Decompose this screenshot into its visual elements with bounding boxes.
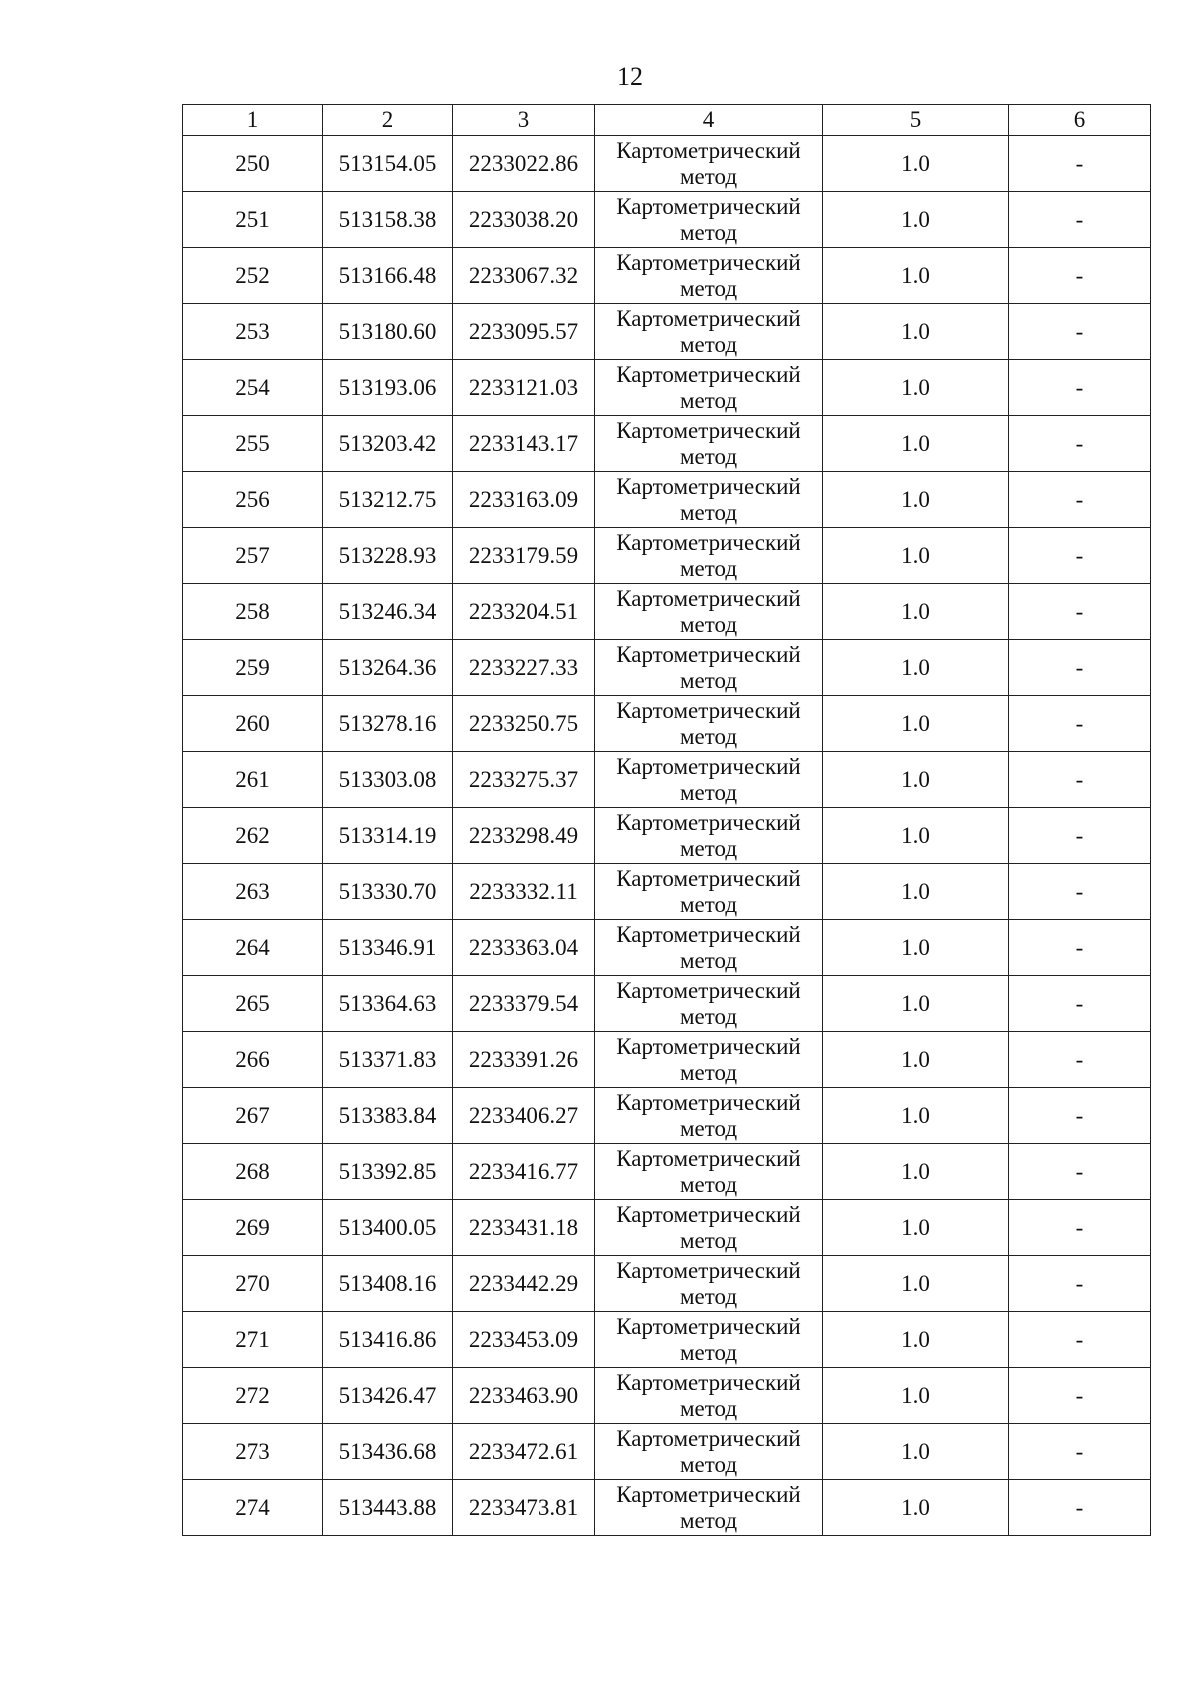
method-line-2: метод xyxy=(679,891,738,917)
method-cell xyxy=(595,528,823,584)
table-row xyxy=(183,192,1151,248)
point-number-cell: 267 xyxy=(183,1088,323,1144)
column-header: 1 xyxy=(183,105,323,136)
method-cell xyxy=(595,864,823,920)
table-row xyxy=(183,136,1151,192)
method-line-2: метод xyxy=(679,1227,738,1253)
table-row xyxy=(183,584,1151,640)
method-line-2: метод xyxy=(679,1283,738,1309)
x-coordinate-cell: 513416.86 xyxy=(323,1312,453,1368)
accuracy-cell: 1.0 xyxy=(823,752,1009,808)
method-line-2: метод xyxy=(679,1339,738,1365)
point-number-cell: 261 xyxy=(183,752,323,808)
y-coordinate-cell: 2233038.20 xyxy=(453,192,595,248)
method-cell xyxy=(595,1088,823,1144)
point-number-cell: 264 xyxy=(183,920,323,976)
point-number-cell: 272 xyxy=(183,1368,323,1424)
accuracy-cell: 1.0 xyxy=(823,304,1009,360)
table-row xyxy=(183,1256,1151,1312)
x-coordinate-cell: 513346.91 xyxy=(323,920,453,976)
method-line-1: Картометрический xyxy=(616,753,801,779)
method-line-2: метод xyxy=(679,611,738,637)
point-number-cell: 268 xyxy=(183,1144,323,1200)
x-coordinate-cell: 513400.05 xyxy=(323,1200,453,1256)
accuracy-cell: 1.0 xyxy=(823,1200,1009,1256)
table-row xyxy=(183,472,1151,528)
accuracy-cell: 1.0 xyxy=(823,528,1009,584)
method-line-1: Картометрический xyxy=(616,193,801,219)
method-cell xyxy=(595,696,823,752)
column-header: 5 xyxy=(823,105,1009,136)
note-cell: - xyxy=(1009,976,1151,1032)
y-coordinate-cell: 2233416.77 xyxy=(453,1144,595,1200)
accuracy-cell: 1.0 xyxy=(823,1256,1009,1312)
y-coordinate-cell: 2233067.32 xyxy=(453,248,595,304)
accuracy-cell: 1.0 xyxy=(823,1144,1009,1200)
accuracy-cell: 1.0 xyxy=(823,1368,1009,1424)
note-cell: - xyxy=(1009,1032,1151,1088)
method-cell xyxy=(595,1200,823,1256)
table-row xyxy=(183,416,1151,472)
method-line-1: Картометрический xyxy=(616,529,801,555)
note-cell: - xyxy=(1009,1144,1151,1200)
x-coordinate-cell: 513180.60 xyxy=(323,304,453,360)
method-line-2: метод xyxy=(679,667,738,693)
method-line-1: Картометрический xyxy=(616,473,801,499)
x-coordinate-cell: 513371.83 xyxy=(323,1032,453,1088)
point-number-cell: 257 xyxy=(183,528,323,584)
note-cell: - xyxy=(1009,808,1151,864)
method-line-1: Картометрический xyxy=(616,809,801,835)
table-row xyxy=(183,920,1151,976)
method-cell xyxy=(595,920,823,976)
table-row xyxy=(183,640,1151,696)
method-line-1: Картометрический xyxy=(616,1033,801,1059)
column-header: 2 xyxy=(323,105,453,136)
accuracy-cell: 1.0 xyxy=(823,584,1009,640)
column-header: 4 xyxy=(595,105,823,136)
method-cell xyxy=(595,752,823,808)
point-number-cell: 265 xyxy=(183,976,323,1032)
method-line-2: метод xyxy=(679,1059,738,1085)
y-coordinate-cell: 2233453.09 xyxy=(453,1312,595,1368)
accuracy-cell: 1.0 xyxy=(823,416,1009,472)
x-coordinate-cell: 513443.88 xyxy=(323,1480,453,1536)
method-cell xyxy=(595,808,823,864)
method-cell xyxy=(595,1368,823,1424)
y-coordinate-cell: 2233332.11 xyxy=(453,864,595,920)
note-cell: - xyxy=(1009,1256,1151,1312)
method-cell xyxy=(595,1032,823,1088)
y-coordinate-cell: 2233227.33 xyxy=(453,640,595,696)
method-cell xyxy=(595,416,823,472)
method-line-1: Картометрический xyxy=(616,249,801,275)
method-line-1: Картометрический xyxy=(616,585,801,611)
point-number-cell: 274 xyxy=(183,1480,323,1536)
note-cell: - xyxy=(1009,1368,1151,1424)
method-line-2: метод xyxy=(679,1171,738,1197)
note-cell: - xyxy=(1009,696,1151,752)
x-coordinate-cell: 513426.47 xyxy=(323,1368,453,1424)
point-number-cell: 252 xyxy=(183,248,323,304)
accuracy-cell: 1.0 xyxy=(823,1312,1009,1368)
method-line-1: Картометрический xyxy=(616,921,801,947)
accuracy-cell: 1.0 xyxy=(823,1424,1009,1480)
table-row xyxy=(183,248,1151,304)
note-cell: - xyxy=(1009,528,1151,584)
method-line-1: Картометрический xyxy=(616,417,801,443)
method-cell xyxy=(595,584,823,640)
note-cell: - xyxy=(1009,640,1151,696)
note-cell: - xyxy=(1009,864,1151,920)
method-line-1: Картометрический xyxy=(616,1145,801,1171)
y-coordinate-cell: 2233250.75 xyxy=(453,696,595,752)
y-coordinate-cell: 2233472.61 xyxy=(453,1424,595,1480)
x-coordinate-cell: 513203.42 xyxy=(323,416,453,472)
point-number-cell: 273 xyxy=(183,1424,323,1480)
method-line-1: Картометрический xyxy=(616,1369,801,1395)
method-line-2: метод xyxy=(679,1115,738,1141)
x-coordinate-cell: 513278.16 xyxy=(323,696,453,752)
accuracy-cell: 1.0 xyxy=(823,808,1009,864)
accuracy-cell: 1.0 xyxy=(823,192,1009,248)
note-cell: - xyxy=(1009,416,1151,472)
column-header: 3 xyxy=(453,105,595,136)
point-number-cell: 258 xyxy=(183,584,323,640)
method-line-2: метод xyxy=(679,723,738,749)
note-cell: - xyxy=(1009,472,1151,528)
y-coordinate-cell: 2233463.90 xyxy=(453,1368,595,1424)
y-coordinate-cell: 2233442.29 xyxy=(453,1256,595,1312)
table-row xyxy=(183,1368,1151,1424)
accuracy-cell: 1.0 xyxy=(823,1032,1009,1088)
method-line-1: Картометрический xyxy=(616,697,801,723)
note-cell: - xyxy=(1009,584,1151,640)
method-line-2: метод xyxy=(679,499,738,525)
table-row xyxy=(183,808,1151,864)
note-cell: - xyxy=(1009,752,1151,808)
method-line-2: метод xyxy=(679,835,738,861)
y-coordinate-cell: 2233379.54 xyxy=(453,976,595,1032)
accuracy-cell: 1.0 xyxy=(823,248,1009,304)
point-number-cell: 260 xyxy=(183,696,323,752)
accuracy-cell: 1.0 xyxy=(823,472,1009,528)
method-line-2: метод xyxy=(679,219,738,245)
x-coordinate-cell: 513264.36 xyxy=(323,640,453,696)
note-cell: - xyxy=(1009,920,1151,976)
y-coordinate-cell: 2233363.04 xyxy=(453,920,595,976)
table-row xyxy=(183,360,1151,416)
point-number-cell: 270 xyxy=(183,1256,323,1312)
method-cell xyxy=(595,1144,823,1200)
method-cell xyxy=(595,248,823,304)
note-cell: - xyxy=(1009,360,1151,416)
method-line-1: Картометрический xyxy=(616,137,801,163)
method-cell xyxy=(595,1424,823,1480)
table-row xyxy=(183,864,1151,920)
table-row xyxy=(183,528,1151,584)
accuracy-cell: 1.0 xyxy=(823,1480,1009,1536)
point-number-cell: 266 xyxy=(183,1032,323,1088)
method-line-1: Картометрический xyxy=(616,305,801,331)
accuracy-cell: 1.0 xyxy=(823,136,1009,192)
table-row xyxy=(183,1424,1151,1480)
point-number-cell: 251 xyxy=(183,192,323,248)
note-cell: - xyxy=(1009,192,1151,248)
method-line-1: Картометрический xyxy=(616,1313,801,1339)
method-cell xyxy=(595,360,823,416)
table-row xyxy=(183,976,1151,1032)
x-coordinate-cell: 513154.05 xyxy=(323,136,453,192)
method-cell xyxy=(595,192,823,248)
method-line-1: Картометрический xyxy=(616,1089,801,1115)
method-line-1: Картометрический xyxy=(616,1201,801,1227)
accuracy-cell: 1.0 xyxy=(823,864,1009,920)
method-line-2: метод xyxy=(679,1451,738,1477)
y-coordinate-cell: 2233095.57 xyxy=(453,304,595,360)
coordinates-table xyxy=(182,104,1151,1536)
point-number-cell: 269 xyxy=(183,1200,323,1256)
point-number-cell: 256 xyxy=(183,472,323,528)
method-line-1: Картометрический xyxy=(616,977,801,1003)
method-line-2: метод xyxy=(679,387,738,413)
x-coordinate-cell: 513408.16 xyxy=(323,1256,453,1312)
x-coordinate-cell: 513330.70 xyxy=(323,864,453,920)
point-number-cell: 259 xyxy=(183,640,323,696)
method-line-2: метод xyxy=(679,1395,738,1421)
method-line-1: Картометрический xyxy=(616,1257,801,1283)
y-coordinate-cell: 2233275.37 xyxy=(453,752,595,808)
x-coordinate-cell: 513383.84 xyxy=(323,1088,453,1144)
table-row xyxy=(183,1480,1151,1536)
accuracy-cell: 1.0 xyxy=(823,976,1009,1032)
column-header: 6 xyxy=(1009,105,1151,136)
method-cell xyxy=(595,640,823,696)
table-row xyxy=(183,752,1151,808)
y-coordinate-cell: 2233391.26 xyxy=(453,1032,595,1088)
x-coordinate-cell: 513228.93 xyxy=(323,528,453,584)
method-cell xyxy=(595,1256,823,1312)
point-number-cell: 254 xyxy=(183,360,323,416)
method-line-1: Картометрический xyxy=(616,1481,801,1507)
y-coordinate-cell: 2233022.86 xyxy=(453,136,595,192)
page-number: 12 xyxy=(617,62,643,91)
x-coordinate-cell: 513212.75 xyxy=(323,472,453,528)
table-body xyxy=(183,136,1151,1536)
method-line-2: метод xyxy=(679,555,738,581)
y-coordinate-cell: 2233298.49 xyxy=(453,808,595,864)
note-cell: - xyxy=(1009,248,1151,304)
accuracy-cell: 1.0 xyxy=(823,920,1009,976)
method-line-2: метод xyxy=(679,1507,738,1533)
x-coordinate-cell: 513314.19 xyxy=(323,808,453,864)
accuracy-cell: 1.0 xyxy=(823,1088,1009,1144)
point-number-cell: 271 xyxy=(183,1312,323,1368)
method-line-2: метод xyxy=(679,163,738,189)
table-row xyxy=(183,1312,1151,1368)
x-coordinate-cell: 513392.85 xyxy=(323,1144,453,1200)
method-cell xyxy=(595,1312,823,1368)
point-number-cell: 262 xyxy=(183,808,323,864)
point-number-cell: 253 xyxy=(183,304,323,360)
method-line-1: Картометрический xyxy=(616,641,801,667)
method-cell xyxy=(595,136,823,192)
method-line-1: Картометрический xyxy=(616,865,801,891)
x-coordinate-cell: 513166.48 xyxy=(323,248,453,304)
note-cell: - xyxy=(1009,1312,1151,1368)
point-number-cell: 250 xyxy=(183,136,323,192)
method-line-2: метод xyxy=(679,275,738,301)
method-line-2: метод xyxy=(679,779,738,805)
table-row xyxy=(183,1200,1151,1256)
x-coordinate-cell: 513436.68 xyxy=(323,1424,453,1480)
note-cell: - xyxy=(1009,1088,1151,1144)
note-cell: - xyxy=(1009,1424,1151,1480)
x-coordinate-cell: 513246.34 xyxy=(323,584,453,640)
y-coordinate-cell: 2233163.09 xyxy=(453,472,595,528)
method-line-2: метод xyxy=(679,443,738,469)
x-coordinate-cell: 513303.08 xyxy=(323,752,453,808)
method-line-2: метод xyxy=(679,331,738,357)
table-row xyxy=(183,696,1151,752)
note-cell: - xyxy=(1009,304,1151,360)
point-number-cell: 255 xyxy=(183,416,323,472)
x-coordinate-cell: 513158.38 xyxy=(323,192,453,248)
y-coordinate-cell: 2233406.27 xyxy=(453,1088,595,1144)
table-row xyxy=(183,1088,1151,1144)
note-cell: - xyxy=(1009,1480,1151,1536)
accuracy-cell: 1.0 xyxy=(823,696,1009,752)
method-cell xyxy=(595,304,823,360)
y-coordinate-cell: 2233431.18 xyxy=(453,1200,595,1256)
note-cell: - xyxy=(1009,1200,1151,1256)
x-coordinate-cell: 513364.63 xyxy=(323,976,453,1032)
y-coordinate-cell: 2233473.81 xyxy=(453,1480,595,1536)
y-coordinate-cell: 2233179.59 xyxy=(453,528,595,584)
accuracy-cell: 1.0 xyxy=(823,360,1009,416)
note-cell: - xyxy=(1009,136,1151,192)
method-cell xyxy=(595,1480,823,1536)
table-row xyxy=(183,1032,1151,1088)
table-header-row xyxy=(183,105,1151,136)
table-row xyxy=(183,1144,1151,1200)
method-line-1: Картометрический xyxy=(616,361,801,387)
method-cell xyxy=(595,976,823,1032)
method-line-2: метод xyxy=(679,947,738,973)
accuracy-cell: 1.0 xyxy=(823,640,1009,696)
y-coordinate-cell: 2233121.03 xyxy=(453,360,595,416)
x-coordinate-cell: 513193.06 xyxy=(323,360,453,416)
y-coordinate-cell: 2233143.17 xyxy=(453,416,595,472)
method-cell xyxy=(595,472,823,528)
method-line-1: Картометрический xyxy=(616,1425,801,1451)
table-row xyxy=(183,304,1151,360)
method-line-2: метод xyxy=(679,1003,738,1029)
y-coordinate-cell: 2233204.51 xyxy=(453,584,595,640)
point-number-cell: 263 xyxy=(183,864,323,920)
